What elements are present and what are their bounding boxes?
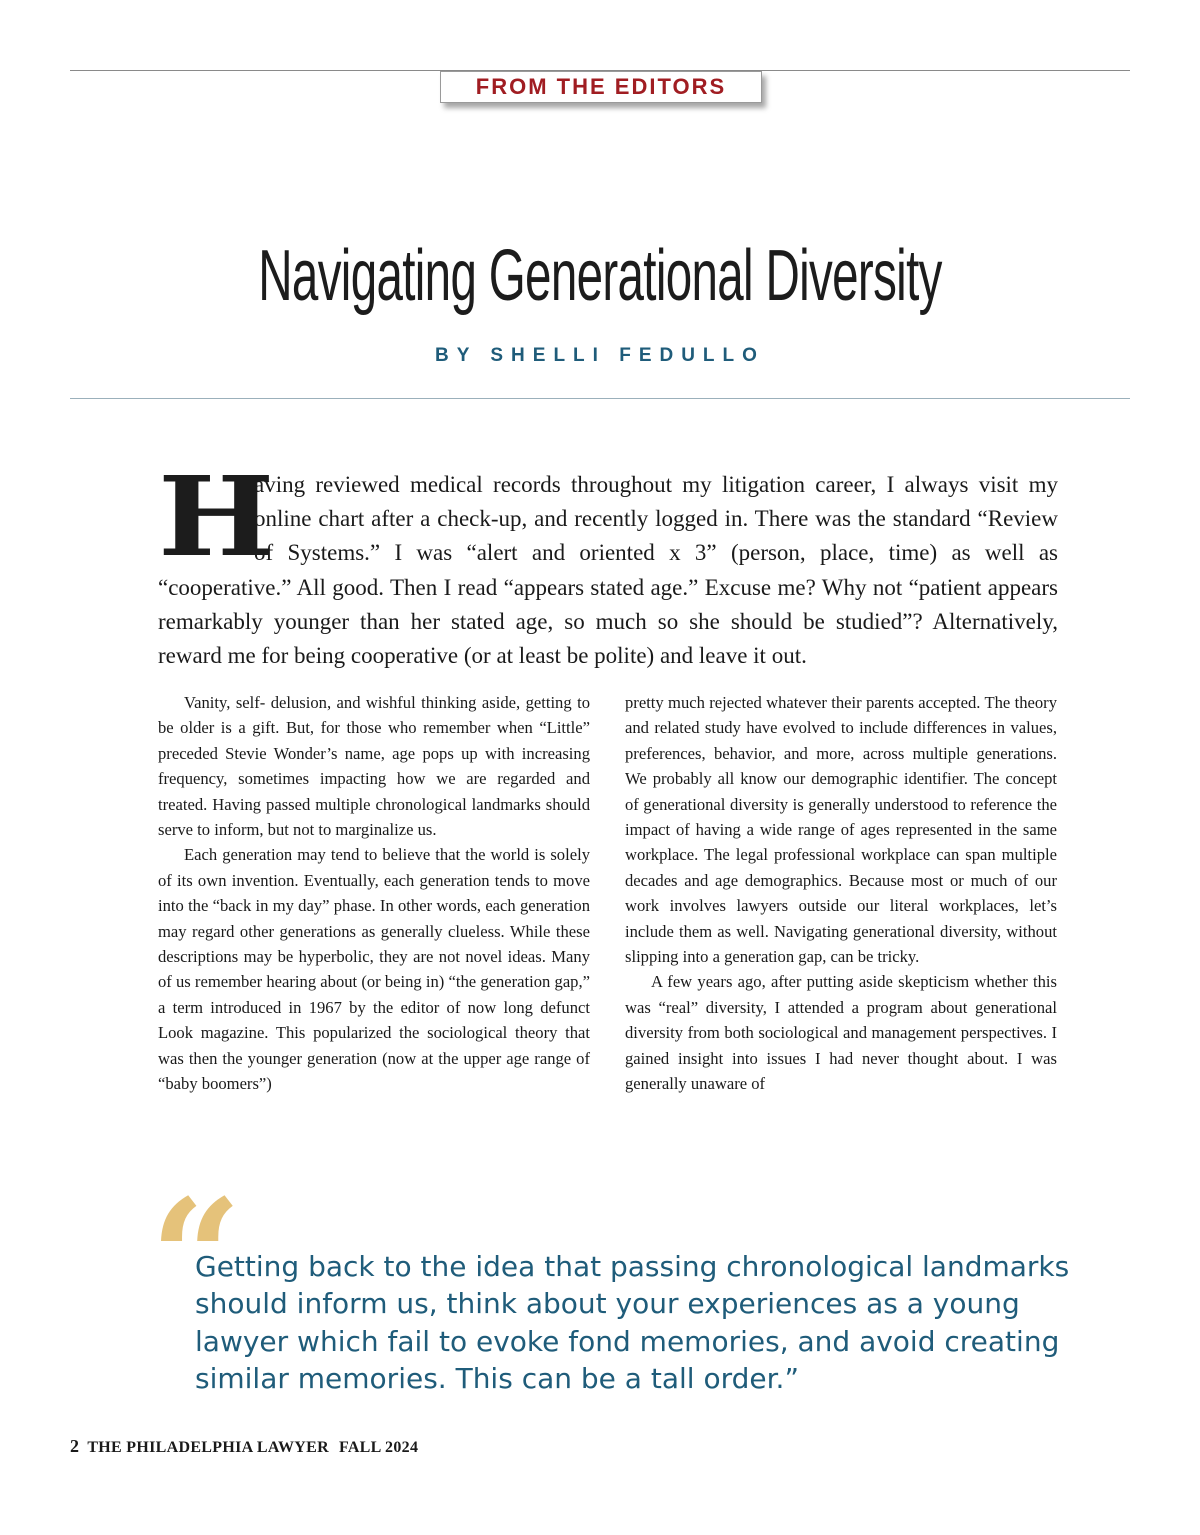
article-title: Navigating Generational Diversity [258, 236, 942, 316]
section-label: FROM THE EDITORS [440, 71, 762, 103]
lede-text: aving reviewed medical records throughout my litigation career, I always visit my online chart after a check-up, and recently logged in. There was the standard “Review of Systems.” I was “alert and oriented x 3” (person, place, time) as well as “cooperative.” All good. Then I read “appears stated age.” Excuse me? Why not “patient appears remarkably younger than her stated age, so much so she should be studied”? Alternatively, reward me for being cooperative (or at least be polite) and leave it out. [158, 472, 1058, 669]
drop-cap: H [158, 452, 275, 581]
header-divider [70, 398, 1130, 399]
right-column [625, 690, 1057, 1097]
issue-date: FALL 2024 [338, 1439, 419, 1456]
lede-paragraph [158, 452, 1058, 673]
left-column [158, 690, 590, 1097]
byline: BY SHELLI FEDULLO [435, 345, 765, 366]
quote-mark-icon: “ [150, 1164, 243, 1352]
body-paragraph: A few years ago, after putting aside skepticism whether this was “real” diversity, I attended a program about generational diversity from both sociological and management perspectives. I gained insight into issues I had never thought about. I was generally unaware of [625, 972, 1057, 1094]
page-number: 2 [70, 1436, 80, 1456]
body-paragraph: pretty much rejected whatever their parents accepted. The theory and related study have evolved to include differences in values, preferences, behavior, and more, across multiple generations. We probably all know our demographic identifier. The concept of generational diversity is generally understood to reference the impact of having a wide range of ages represented in the same workplace. The legal professional workplace can span multiple decades and age demographics. Because most or much of our work involves lawyers outside our literal workplaces, let’s include them as well. Navigating generational diversity, without slipping into a generation gap, can be tricky. [625, 693, 1057, 967]
body-paragraph: Vanity, self- delusion, and wishful thinking aside, getting to be older is a gift. But, for those who remember when “Little” preceded Stevie Wonder’s name, age pops up with increasing frequency, sometimes impacting how we are regarded and treated. Having passed multiple chronological landmarks should serve to inform, but not to marginalize us. [158, 693, 590, 840]
body-paragraph: Each generation may tend to believe that the world is solely of its own invention. Eventually, each generation tends to move into the “back in my day” phase. In other words, each generation may regard other generations as generally clueless. While these descriptions may be hyperbolic, they are not novel ideas. Many of us remember hearing about (or being in) “the generation gap,” a term introduced in 1967 by the editor of now long defunct Look magazine. This popularized the sociological theory that was then the younger generation (now at the upper age range of “baby boomers”) [158, 845, 590, 1094]
page-footer [70, 1436, 418, 1457]
pull-quote: Getting back to the idea that passing chronological landmarks should inform us, think about your experiences as a young lawyer which fail to evoke fond memories, and avoid creating similar memories. This can be a tall order.” [195, 1250, 1070, 1396]
publication-name: THE PHILADELPHIA LAWYER [87, 1439, 329, 1456]
